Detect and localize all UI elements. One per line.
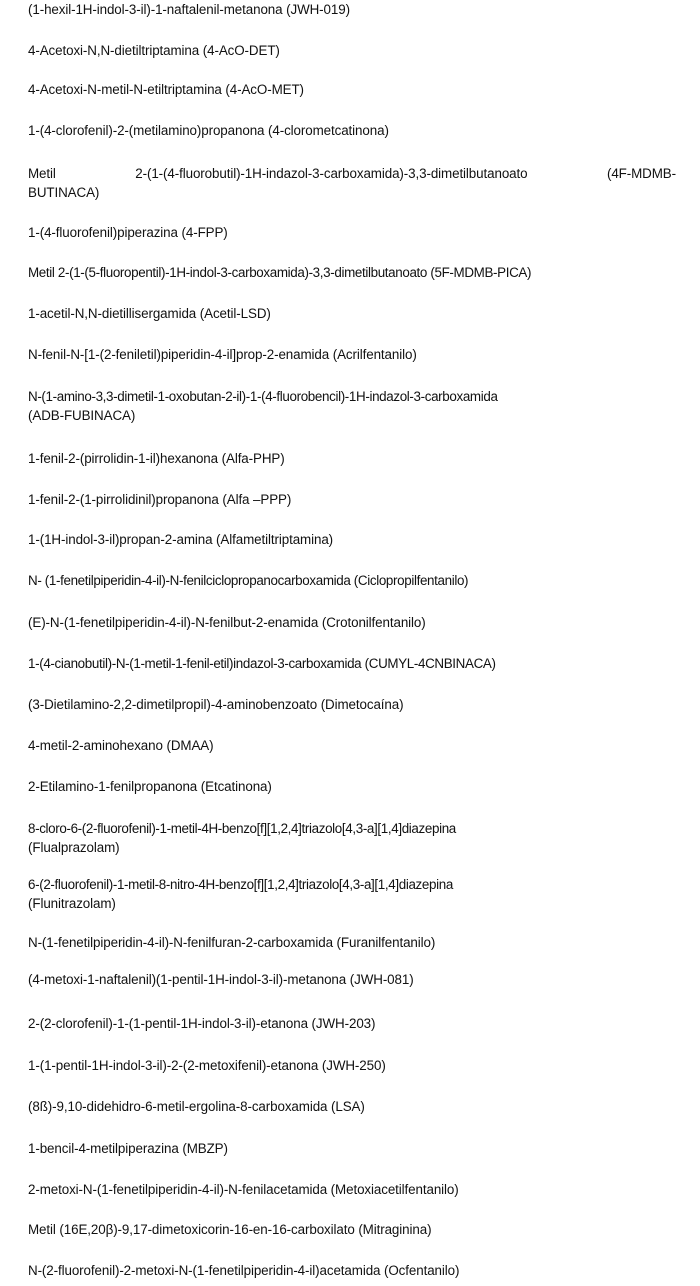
list-item — [28, 1014, 676, 1033]
list-item — [28, 345, 676, 364]
list-item — [28, 970, 676, 989]
list-item — [28, 304, 676, 323]
entry-text: (8ß)-9,10-didehidro-6-metil-ergolina-8-carboxamida (LSA) — [28, 1099, 365, 1114]
entry-text: N-(1-amino-3,3-dimetil-1-oxobutan-2-il)-1-(4-fluorobencil)-1H-indazol-3-carboxamida — [28, 389, 498, 404]
list-item — [28, 1180, 676, 1199]
list-item — [28, 654, 676, 673]
entry-text: 2-Etilamino-1-fenilpropanona (Etcatinona) — [28, 779, 272, 794]
entry-text-continued: (ADB-FUBINACA) — [28, 408, 136, 423]
list-item — [28, 263, 676, 282]
entry-text: N-(1-fenetilpiperidin-4-il)-N-fenilfuran-2-carboxamida (Furanilfentanilo) — [28, 935, 436, 950]
list-item — [28, 449, 676, 468]
list-item — [28, 1097, 676, 1116]
list-item — [28, 736, 676, 755]
entry-text: 2-(2-clorofenil)-1-(1-pentil-1H-indol-3-il)-etanona (JWH-203) — [28, 1016, 376, 1031]
entry-text: 2-(1-(4-fluorobutil)-1H-indazol-3-carboxamida)-3,3-dimetilbutanoato — [135, 166, 528, 181]
list-item — [28, 223, 676, 242]
entry-line-justified — [28, 164, 676, 183]
entry-text: 4-metil-2-aminohexano (DMAA) — [28, 738, 214, 753]
list-item — [28, 387, 676, 425]
list-item — [28, 1220, 676, 1239]
list-item — [28, 933, 676, 952]
list-item — [28, 875, 676, 913]
list-item — [28, 1261, 676, 1280]
entry-text: 1-(4-cianobutil)-N-(1-metil-1-fenil-etil)indazol-3-carboxamida (CUMYL-4CNBINACA) — [28, 656, 496, 671]
list-item — [28, 490, 676, 509]
entry-text: (E)-N-(1-fenetilpiperidin-4-il)-N-fenilbut-2-enamida (Crotonilfentanilo) — [28, 615, 426, 630]
list-item — [28, 777, 676, 796]
entry-text: (4-metoxi-1-naftalenil)(1-pentil-1H-indol-3-il)-metanona (JWH-081) — [28, 972, 414, 987]
entry-text: (1-hexil-1H-indol-3-il)-1-naftalenil-metanona (JWH-019) — [28, 2, 350, 17]
entry-text: Metil — [28, 166, 56, 181]
entry-text: N-fenil-N-[1-(2-feniletil)piperidin-4-il]prop-2-enamida (Acrilfentanilo) — [28, 347, 417, 362]
entry-text: N-(2-fluorofenil)-2-metoxi-N-(1-fenetilpiperidin-4-il)acetamida (Ocfentanilo) — [28, 1263, 460, 1278]
entry-text: N- (1-fenetilpiperidin-4-il)-N-fenilciclopropanocarboxamida (Ciclopropilfentanilo) — [28, 573, 469, 588]
entry-text-continued: BUTINACA) — [28, 185, 100, 200]
list-item — [28, 695, 676, 714]
list-item — [28, 164, 676, 202]
list-item — [28, 121, 676, 140]
entry-text: (3-Dietilamino-2,2-dimetilpropil)-4-aminobenzoato (Dimetocaína) — [28, 697, 404, 712]
entry-text: 1-(4-clorofenil)-2-(metilamino)propanona (4-clorometcatinona) — [28, 123, 389, 138]
entry-text: 1-bencil-4-metilpiperazina (MBZP) — [28, 1141, 228, 1156]
entry-text: 6-(2-fluorofenil)-1-metil-8-nitro-4H-benzo[f][1,2,4]triazolo[4,3-a][1,4]diazepina — [28, 877, 453, 892]
entry-text: Metil 2-(1-(5-fluoropentil)-1H-indol-3-carboxamida)-3,3-dimetilbutanoato (5F-MDMB-PICA) — [28, 265, 532, 280]
list-item — [28, 819, 676, 857]
entry-text: Metil (16E,20β)-9,17-dimetoxicorin-16-en-16-carboxilato (Mitraginina) — [28, 1222, 432, 1237]
entry-text: 1-(1H-indol-3-il)propan-2-amina (Alfametiltriptamina) — [28, 532, 334, 547]
entry-text: 8-cloro-6-(2-fluorofenil)-1-metil-4H-benzo[f][1,2,4]triazolo[4,3-a][1,4]diazepina — [28, 821, 456, 836]
list-item — [28, 530, 676, 549]
list-item — [28, 1139, 676, 1158]
entry-text: 1-fenil-2-(pirrolidin-1-il)hexanona (Alfa-PHP) — [28, 451, 285, 466]
entry-text: 4-Acetoxi-N-metil-N-etiltriptamina (4-AcO-MET) — [28, 82, 304, 97]
list-item — [28, 0, 676, 19]
entry-text: 1-acetil-N,N-dietillisergamida (Acetil-LSD) — [28, 306, 271, 321]
list-item — [28, 613, 676, 632]
list-item — [28, 80, 676, 99]
entry-text-continued: (Flualprazolam) — [28, 840, 120, 855]
entry-text: 4-Acetoxi-N,N-dietiltriptamina (4-AcO-DET) — [28, 43, 280, 58]
entry-text: 1-(1-pentil-1H-indol-3-il)-2-(2-metoxifenil)-etanona (JWH-250) — [28, 1058, 386, 1073]
entry-text: (4F-MDMB- — [606, 166, 676, 181]
entry-text: 1-fenil-2-(1-pirrolidinil)propanona (Alfa –PPP) — [28, 492, 292, 507]
list-item — [28, 41, 676, 60]
entry-text: 1-(4-fluorofenil)piperazina (4-FPP) — [28, 225, 228, 240]
list-item — [28, 571, 676, 590]
entry-text-continued: (Flunitrazolam) — [28, 896, 116, 911]
list-item — [28, 1056, 676, 1075]
entry-text: 2-metoxi-N-(1-fenetilpiperidin-4-il)-N-fenilacetamida (Metoxiacetilfentanilo) — [28, 1182, 459, 1197]
